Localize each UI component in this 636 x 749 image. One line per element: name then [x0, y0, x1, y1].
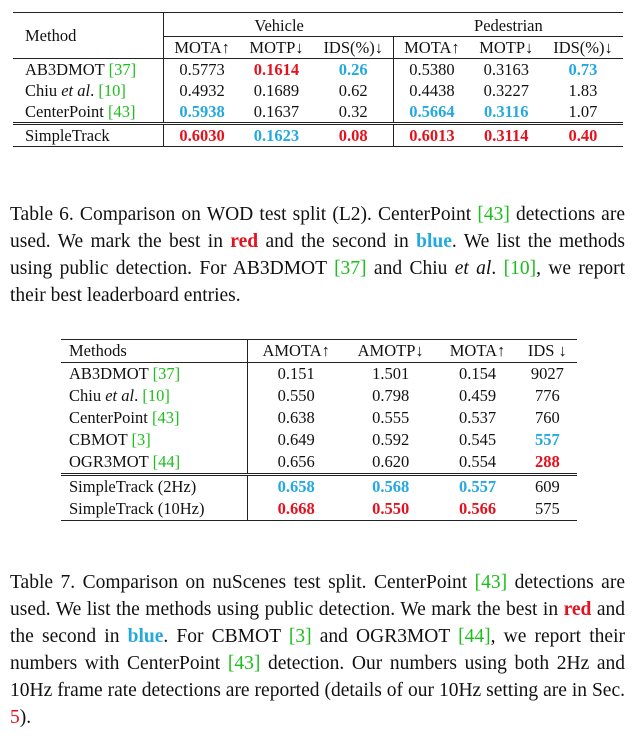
row-value-cell: 0.32 [313, 101, 394, 124]
table-row [13, 124, 623, 147]
row-value-cell: 557 [534, 430, 560, 449]
row-method-cell [61, 451, 248, 475]
caption6-blue-word: blue [416, 231, 452, 252]
row-value-cell: 0.151 [277, 364, 315, 383]
table-7-caption [10, 569, 625, 731]
row-method-cell [13, 80, 164, 101]
row-value-cell: 0.40 [568, 126, 598, 145]
row-value-cell: 0.62 [313, 80, 394, 101]
row-value-cell: 0.3227 [483, 81, 529, 100]
row-method-tail: . [134, 386, 143, 405]
table-row [61, 363, 577, 386]
row-method-name: OGR3MOT [69, 452, 153, 471]
row-value-cell: 0.3114 [484, 126, 529, 145]
caption7-text-7: detection. Our numbers using both 2Hz and 10Hz frame rate detections are reported (details of our 10Hz setting are in Sec. [10, 653, 626, 701]
table-row [61, 385, 577, 407]
col-amota: AMOTA↑ [262, 341, 330, 360]
row-method-name: SimpleTrack (10Hz) [69, 499, 205, 518]
caption6-text-6: . [491, 258, 504, 279]
row-value-cell: 0.555 [372, 408, 410, 427]
row-value-cell: 0.1614 [253, 60, 300, 79]
row-value-cell: 0.798 [372, 386, 410, 405]
caption7-cite-3[interactable]: [44] [458, 626, 491, 647]
row-value-cell: 0.620 [372, 452, 410, 471]
col-veh-motp: MOTP↓ [240, 37, 313, 59]
caption7-red-word: red [563, 599, 592, 620]
caption7-text-3: and the second in [10, 599, 625, 647]
row-method-cell [61, 498, 248, 521]
row-value-cell: 0.566 [458, 499, 497, 518]
header-pedestrian-label: Pedestrian [474, 16, 543, 35]
row-method-name: Chiu [69, 386, 106, 405]
row-value-cell: 0.557 [458, 477, 497, 496]
caption7-section-link[interactable]: 5 [10, 707, 20, 728]
row-method-cell [61, 429, 248, 451]
row-value-cell: 0.73 [568, 60, 598, 79]
row-value-cell: 0.1637 [253, 102, 300, 121]
row-citation[interactable]: [43] [151, 408, 180, 427]
table-7 [61, 339, 577, 521]
row-value-cell: 0.459 [458, 386, 497, 405]
row-value-cell: 0.554 [458, 452, 497, 471]
caption7-text-2: detections are used. We list the methods using public detection. We mark the best in [10, 572, 625, 620]
caption6-cite-1[interactable]: [43] [477, 204, 510, 225]
table-row [13, 59, 623, 81]
caption6-italic: et al [454, 258, 492, 279]
header-method: Method [13, 13, 164, 59]
col-ped-ids: IDS(%)↓ [543, 37, 623, 59]
row-value-cell: 0.550 [277, 386, 315, 405]
header-vehicle-label: Vehicle [254, 16, 304, 35]
table-row [13, 80, 623, 101]
row-method-italic: et al [105, 386, 135, 405]
row-value-cell: 1.07 [568, 102, 598, 121]
row-method-name: AB3DMOT [69, 364, 153, 383]
row-value-cell: 0.08 [313, 124, 394, 147]
table-row [61, 407, 577, 429]
col-veh-ids: IDS(%)↓ [313, 37, 394, 59]
row-value-cell: 288 [534, 452, 560, 471]
row-citation[interactable]: [43] [107, 102, 136, 121]
row-value-cell: 0.550 [372, 499, 410, 518]
table-row [61, 475, 577, 499]
caption6-text-5: and Chiu [366, 258, 455, 279]
caption7-text-8: ). [19, 707, 32, 728]
table-6 [13, 12, 623, 147]
row-method-tail: . [90, 81, 99, 100]
row-value-cell: 0.5938 [179, 102, 225, 121]
row-value-cell: 0.668 [277, 499, 315, 518]
row-method-cell [61, 363, 248, 386]
row-value-cell: 0.649 [277, 430, 315, 449]
row-value-cell: 0.3163 [483, 60, 529, 79]
row-value-cell: 0.568 [372, 477, 410, 496]
row-method-name: CenterPoint [69, 408, 152, 427]
caption6-text-3: and the second in [258, 231, 417, 252]
row-citation[interactable]: [37] [108, 60, 137, 79]
caption6-text-1: Table 6. Comparison on WOD test split (L2). CenterPoint [10, 204, 478, 225]
row-method-name: CBMOT [69, 430, 132, 449]
caption6-cite-3[interactable]: [10] [503, 258, 537, 279]
row-value-cell: 1.83 [568, 81, 598, 100]
row-value-cell: 0.656 [277, 452, 315, 471]
row-value-cell: 0.5380 [409, 60, 455, 79]
row-method-name: AB3DMOT [25, 60, 109, 79]
caption6-red-word: red [230, 231, 259, 252]
col-veh-mota: MOTA↑ [164, 37, 240, 59]
row-value-cell: 0.4438 [409, 81, 455, 100]
row-citation[interactable]: [44] [152, 452, 181, 471]
caption7-text-1: Table 7. Comparison on nuScenes test split. CenterPoint [10, 572, 475, 593]
row-value-cell: 575 [534, 499, 560, 518]
col-amotp: AMOTP↓ [357, 341, 424, 360]
row-value-cell: 1.501 [372, 364, 410, 383]
row-value-cell: 0.638 [277, 408, 315, 427]
row-citation[interactable]: [37] [152, 364, 181, 383]
row-value-cell: 0.1623 [253, 126, 300, 145]
header-vehicle [164, 13, 394, 37]
row-value-cell: 0.3116 [484, 102, 529, 121]
header-methods: Methods [61, 340, 248, 363]
table-row [61, 429, 577, 451]
row-method-name: CenterPoint [25, 102, 108, 121]
row-value-cell: 0.592 [372, 430, 410, 449]
row-value-cell: 0.6013 [409, 126, 455, 145]
col-ped-motp: MOTP↓ [470, 37, 543, 59]
caption6-text-2: detections are used. We mark the best in [10, 204, 625, 252]
row-method-name: Chiu [25, 81, 62, 100]
caption6-cite-2[interactable]: [37] [334, 258, 367, 279]
caption6-text-4: . We list the methods using public detection. For AB3DMOT [10, 231, 626, 279]
row-value-cell: 0.6030 [179, 126, 225, 145]
col-ped-mota: MOTA↑ [394, 37, 470, 59]
table-row [13, 101, 623, 124]
row-value-cell: 0.4932 [179, 81, 225, 100]
row-value-cell: 760 [534, 408, 560, 427]
row-method-cell [61, 407, 248, 429]
header-pedestrian [394, 13, 623, 37]
row-method-name: SimpleTrack (2Hz) [69, 477, 197, 496]
row-citation[interactable]: [3] [131, 430, 151, 449]
row-method-cell [13, 124, 164, 147]
row-method-cell [61, 475, 248, 499]
row-method-name: SimpleTrack [25, 126, 110, 145]
row-value-cell: 0.26 [313, 59, 394, 81]
row-citation[interactable]: [10] [98, 81, 126, 100]
row-citation[interactable]: [10] [142, 386, 170, 405]
row-value-cell: 609 [534, 477, 560, 496]
row-value-cell: 0.1689 [253, 81, 300, 100]
row-value-cell: 0.154 [458, 364, 497, 383]
row-value-cell: 0.5773 [179, 60, 225, 79]
row-method-italic: et al [61, 81, 91, 100]
row-value-cell: 0.537 [458, 408, 497, 427]
caption7-cite-4[interactable]: [43] [227, 653, 261, 674]
caption7-cite-2[interactable]: [3] [288, 626, 312, 647]
caption7-cite-1[interactable]: [43] [474, 572, 508, 593]
table-6-caption [10, 201, 625, 309]
caption7-blue-word: blue [127, 626, 164, 647]
table-row [61, 498, 577, 521]
caption7-text-5: and OGR3MOT [311, 626, 459, 647]
row-value-cell: 0.545 [458, 430, 497, 449]
row-value-cell: 776 [534, 386, 560, 405]
col-ids: IDS ↓ [527, 341, 567, 360]
col-mota: MOTA↑ [449, 341, 506, 360]
row-method-cell [13, 101, 164, 124]
row-method-cell [61, 385, 248, 407]
row-value-cell: 0.658 [277, 477, 315, 496]
row-method-cell [13, 59, 164, 81]
caption7-text-6: , we report their numbers with CenterPoint [10, 626, 625, 674]
row-value-cell: 0.5664 [409, 102, 455, 121]
caption6-text-7: , we report their best leaderboard entries. [10, 258, 625, 306]
table-row [61, 451, 577, 475]
row-value-cell: 9027 [530, 364, 564, 383]
caption7-text-4: . For CBMOT [163, 626, 289, 647]
